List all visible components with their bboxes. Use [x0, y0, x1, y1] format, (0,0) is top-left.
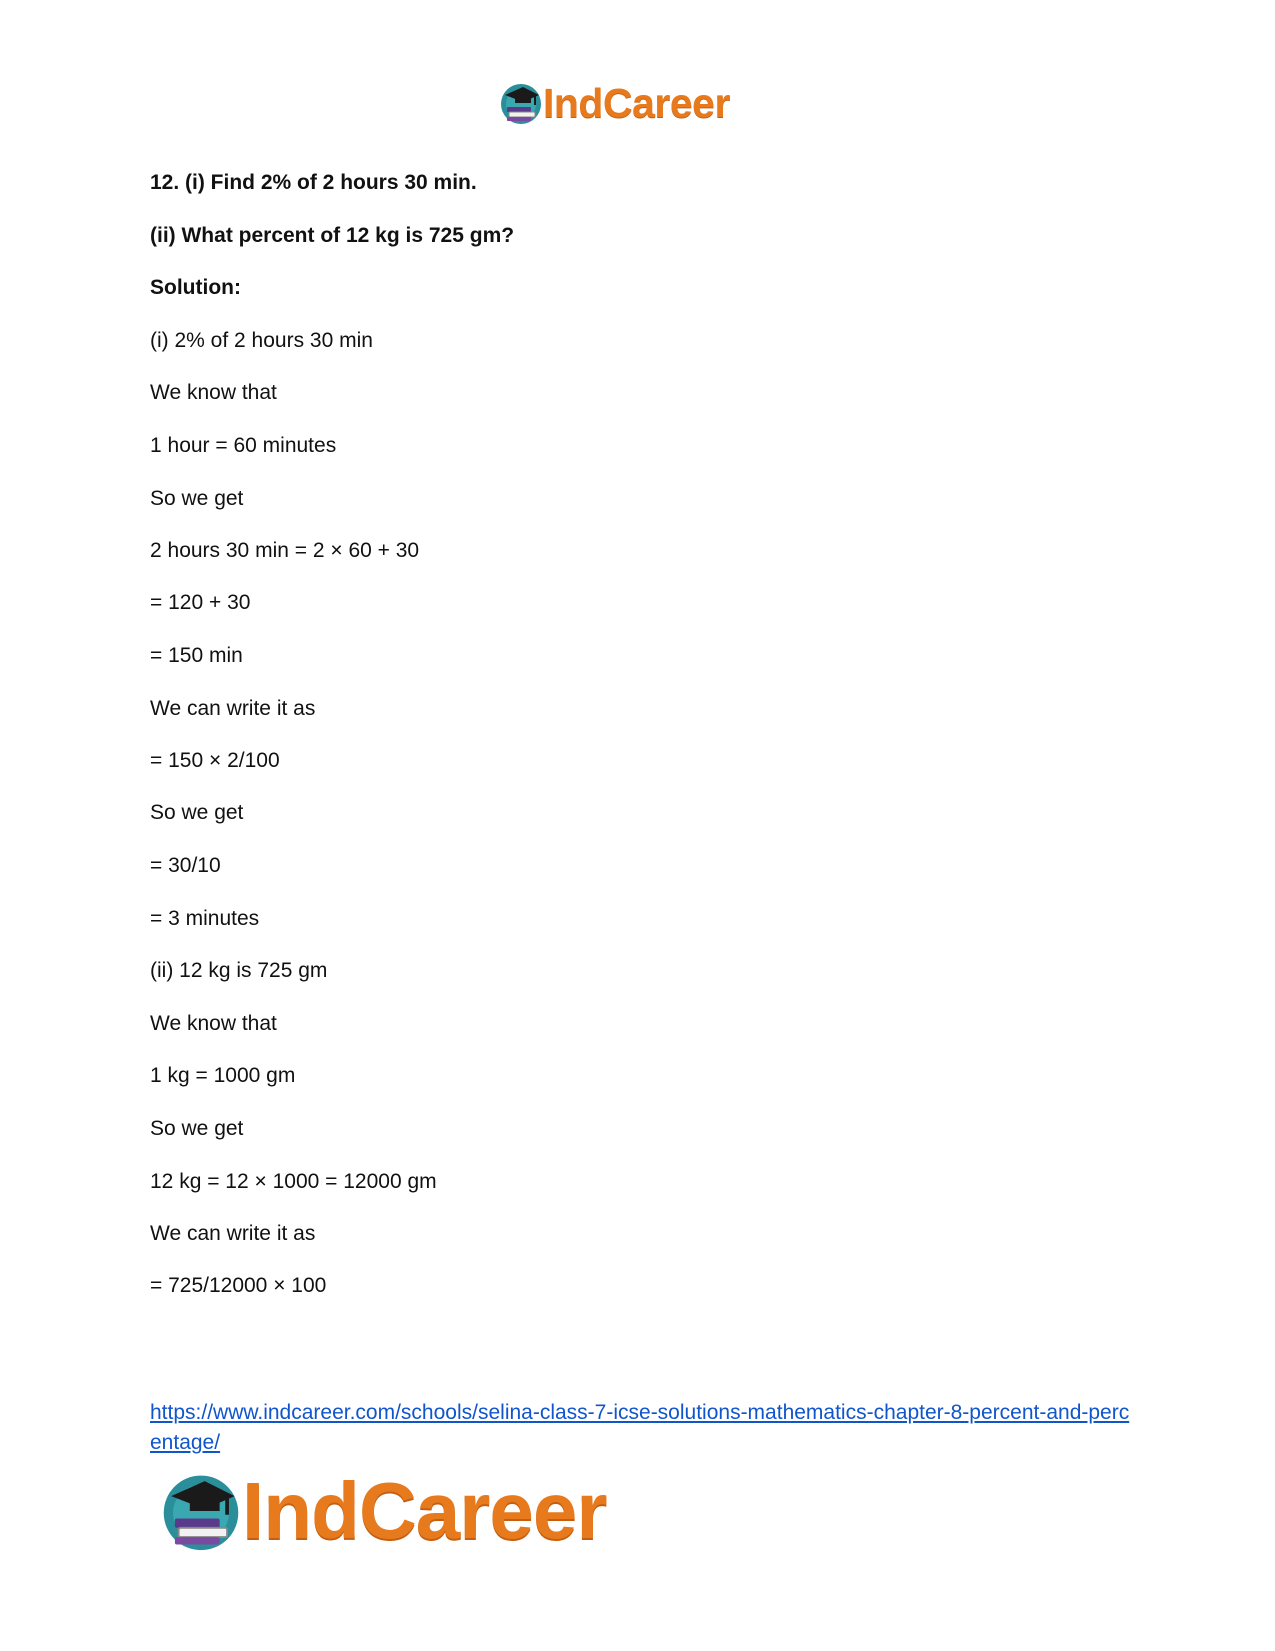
source-link[interactable]: https://www.indcareer.com/schools/selina-class-7-icse-solutions-mathematics-chapter-8-percent-and-percentage/ [150, 1401, 1130, 1454]
solution-line: 12 kg = 12 × 1000 = 12000 gm [150, 1170, 437, 1193]
solution-line: = 725/12000 × 100 [150, 1274, 327, 1297]
question-part-2: (ii) What percent of 12 kg is 725 gm? [150, 224, 515, 247]
logo-wordmark: IndCareer [543, 79, 730, 126]
solution-line: = 3 minutes [150, 907, 260, 930]
solution-line: 2 hours 30 min = 2 × 60 + 30 [150, 539, 420, 562]
graduation-cap-book-icon [160, 1470, 242, 1552]
solution-line: So we get [150, 487, 244, 510]
solution-line: 1 kg = 1000 gm [150, 1064, 296, 1087]
logo-wordmark: IndCareer [242, 1466, 607, 1555]
solution-line: = 120 + 30 [150, 591, 251, 614]
solution-line: So we get [150, 801, 244, 824]
solution-line: = 150 min [150, 644, 243, 667]
solution-line: (ii) 12 kg is 725 gm [150, 959, 328, 982]
solution-line: = 30/10 [150, 854, 221, 877]
solution-line: We know that [150, 1012, 277, 1035]
header-logo [499, 78, 779, 128]
question-part-1: 12. (i) Find 2% of 2 hours 30 min. [150, 171, 477, 194]
solution-line: = 150 × 2/100 [150, 749, 280, 772]
solution-line: We know that [150, 381, 277, 404]
solution-line: We can write it as [150, 697, 316, 720]
solution-heading: Solution: [150, 276, 241, 299]
graduation-cap-book-icon [499, 81, 543, 125]
footer-logo [160, 1465, 700, 1557]
solution-line: (i) 2% of 2 hours 30 min [150, 329, 373, 352]
solution-line: So we get [150, 1117, 244, 1140]
solution-line: We can write it as [150, 1222, 316, 1245]
solution-line: 1 hour = 60 minutes [150, 434, 337, 457]
